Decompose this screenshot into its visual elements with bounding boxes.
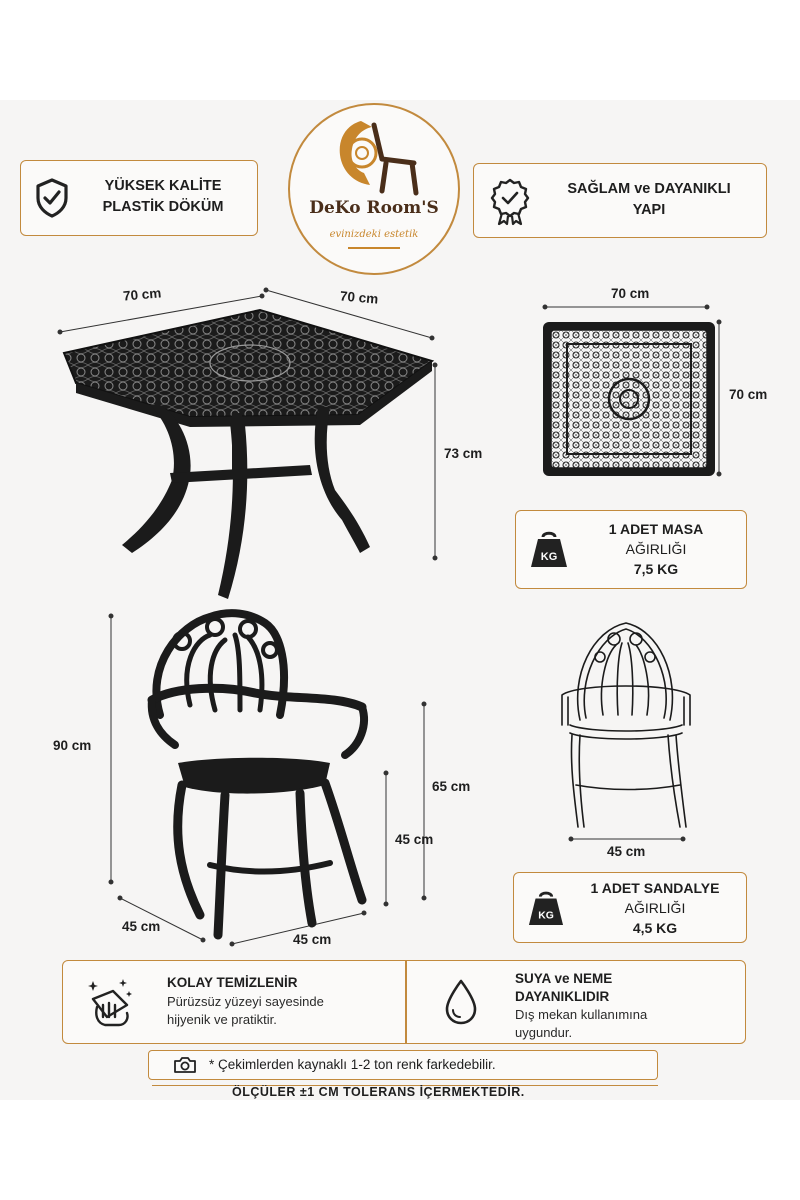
feature-cleaning-desc-1: Pürüzsüz yüzeyi sayesinde — [167, 994, 324, 1009]
chair-arm-height-label: 65 cm — [432, 779, 471, 794]
chair-depth-label: 45 cm — [122, 919, 161, 934]
chair-weight-card — [513, 872, 747, 943]
table-weight-line-3: 7,5 KG — [633, 561, 679, 577]
feature-water-title-2: DAYANIKLIDIR — [515, 989, 610, 1004]
quality-line-1: YÜKSEK KALİTE — [104, 178, 222, 194]
chair-outline-width-label: 45 cm — [607, 844, 646, 859]
table-top-width-label: 70 cm — [611, 286, 650, 301]
table-weight-line-1: 1 ADET MASA — [608, 521, 704, 537]
chair-width-label: 45 cm — [293, 932, 332, 947]
color-notice — [148, 1050, 658, 1080]
table-weight-icon-label: KG — [540, 551, 558, 563]
chair-total-height-label: 90 cm — [53, 738, 92, 753]
water-drop-icon — [443, 979, 479, 1025]
brand-name: DeKo Room'S — [309, 198, 439, 218]
chair-weight-line-1: 1 ADET SANDALYE — [590, 880, 720, 896]
features-divider — [405, 960, 407, 1044]
chair-weight-icon-label: KG — [538, 910, 554, 922]
quality-line-2: PLASTİK DÖKÜM — [102, 199, 224, 215]
weight-kg-icon — [528, 889, 564, 927]
durability-line-1: SAĞLAM ve DAYANIKLI — [567, 181, 731, 197]
brand-tagline: evinizdeki estetik — [329, 229, 419, 240]
chair-outline-image — [558, 615, 698, 835]
chair-seat-height-label: 45 cm — [395, 832, 434, 847]
table-top-depth-label: 70 cm — [729, 387, 768, 402]
feature-cleaning-title: KOLAY TEMİZLENİR — [167, 975, 298, 990]
feature-cleaning-desc-2: hijyenik ve pratiktir. — [167, 1012, 277, 1027]
table-width-left-label: 70 cm — [122, 285, 162, 304]
feature-water-title-1: SUYA ve NEME — [515, 971, 613, 986]
feature-water-desc-2: uygundur. — [515, 1025, 573, 1040]
table-width-right-label: 70 cm — [339, 288, 379, 307]
table-height-label: 73 cm — [444, 446, 483, 461]
cleaning-hand-icon — [85, 977, 133, 1029]
chair-weight-line-2: AĞIRLIĞI — [624, 900, 686, 916]
chair-image — [140, 605, 380, 945]
tolerance-bar — [152, 1085, 658, 1099]
chair-weight-line-3: 4,5 KG — [632, 920, 678, 936]
feature-water-desc-1: Dış mekan kullanımına — [515, 1007, 648, 1022]
tolerance-text: ÖLÇÜLER ±1 CM TOLERANS İÇERMEKTEDİR. — [232, 1085, 525, 1099]
durability-line-2: YAPI — [632, 202, 666, 218]
table-weight-line-2: AĞIRLIĞI — [625, 541, 687, 557]
camera-icon — [173, 1056, 197, 1074]
features-card — [62, 960, 746, 1044]
color-notice-text: * Çekimlerden kaynaklı 1-2 ton renk farkedebilir. — [209, 1057, 496, 1072]
